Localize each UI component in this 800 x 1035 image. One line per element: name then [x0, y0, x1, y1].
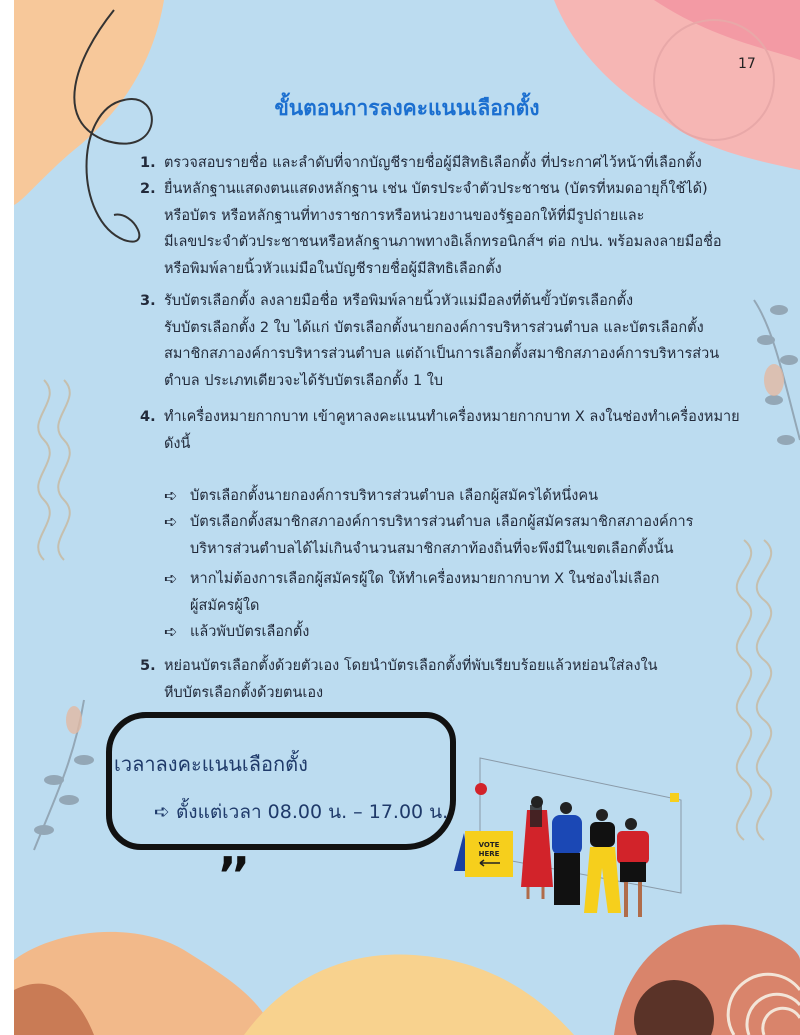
step-line: ตำบล ประเภทเดียวจะได้รับบัตรเลือกตั้ง 1 ใบ: [164, 372, 444, 389]
hollow-arrow-right-icon: ➪: [164, 569, 178, 588]
sub-step-2: [164, 509, 734, 562]
page-number: 17: [738, 56, 756, 72]
step-line: หรือบัตร หรือหลักฐานที่ทางราชการหรือหน่วยงานของรัฐออกให้ที่มีรูปถ่ายและ: [164, 207, 645, 224]
hollow-arrow-right-icon: ➪: [164, 622, 178, 641]
step-2: [140, 176, 730, 282]
sign-text-vote: VOTE: [478, 841, 500, 849]
page-title: ขั้นตอนการลงคะแนนเลือกตั้ง: [274, 96, 540, 120]
sub-step-4: [164, 619, 734, 646]
people-in-line: [521, 796, 649, 917]
step-line: หรือพิมพ์ลายนิ้วหัวแม่มือในบัญชีรายชื่อผู้มีสิทธิเลือกตั้ง: [164, 260, 502, 277]
sub-step-line: บัตรเลือกตั้งนายกองค์การบริหารส่วนตำบล เลือกผู้สมัครได้หนึ่งคน: [190, 488, 598, 504]
step-3: [140, 288, 730, 394]
step-line: ยื่นหลักฐานแสดงตนแสดงหลักฐาน เช่น บัตรประจำตัวประชาชน (บัตรที่หมดอายุก็ใช้ได้): [164, 181, 708, 197]
step-number: 4.: [140, 409, 156, 425]
hollow-arrow-right-icon: ➪: [164, 512, 178, 531]
step-line: ดังนี้: [164, 435, 191, 452]
sign-text-here: HERE: [478, 850, 500, 858]
voting-time-title: เวลาลงคะแนนเลือกตั้ง: [114, 752, 308, 776]
step-line: รับบัตรเลือกตั้ง ลงลายมือชื่อ หรือพิมพ์ลายนิ้วหัวแม่มือลงที่ต้นขั้วบัตรเลือกตั้ง: [164, 293, 634, 309]
step-line: มีเลขประจำตัวประชาชนหรือหลักฐานภาพทางอิเล็กทรอนิกส์ฯ ต่อ กปน. พร้อมลงลายมือชื่อ: [164, 234, 722, 250]
speech-bubble: [106, 712, 456, 850]
voting-time-text: ตั้งแต่เวลา 08.00 น. – 17.00 น.: [175, 801, 449, 823]
voting-illustration: [440, 745, 710, 925]
step-1: [140, 150, 730, 177]
step-line: สมาชิกสภาองค์การบริหารส่วนตำบล แต่ถ้าเป็นการเลือกตั้งสมาชิกสภาองค์การบริหารส่วน: [164, 346, 720, 362]
sub-step-line: หากไม่ต้องการเลือกผู้สมัครผู้ใด ให้ทำเครื่องหมายกากบาท X ในช่องไม่เลือก: [190, 571, 660, 587]
sub-step-line: บัตรเลือกตั้งสมาชิกสภาองค์การบริหารส่วนตำบล เลือกผู้สมัครสมาชิกสภาองค์การ: [190, 514, 694, 530]
hollow-arrow-right-icon: ➪: [164, 486, 178, 505]
step-line: หย่อนบัตรเลือกตั้งด้วยตัวเอง โดยนำบัตรเลือกตั้งที่พับเรียบร้อยแล้วหย่อนใส่ลงใน: [164, 658, 658, 674]
step-line: รับบัตรเลือกตั้ง 2 ใบ ได้แก่ บัตรเลือกตั้งนายกองค์การบริหารส่วนตำบล และบัตรเลือกตั้ง: [164, 319, 704, 336]
step-number: 2.: [140, 181, 156, 197]
sub-step-line: ผู้สมัครผู้ใด: [190, 597, 260, 614]
step-number: 3.: [140, 293, 156, 309]
document-page: [14, 0, 800, 1035]
step-number: 5.: [140, 658, 156, 674]
step-4: [140, 404, 740, 457]
sub-step-3: [164, 566, 734, 619]
step-line: หีบบัตรเลือกตั้งด้วยตนเอง: [164, 684, 324, 701]
step-line: ทำเครื่องหมายกากบาท เข้าคูหาลงคะแนนทำเครื่องหมายกากบาท X ลงในช่องทำเครื่องหมาย: [164, 409, 740, 425]
voting-time-range: [154, 797, 448, 827]
sub-step-1: [164, 483, 734, 510]
step-line: ตรวจสอบรายชื่อ และลำดับที่จากบัญชีรายชื่อผู้มีสิทธิเลือกตั้ง ที่ประกาศไว้หน้าที่เลือกตั้ง: [164, 155, 702, 171]
quote-mark: ,,: [219, 822, 246, 876]
hollow-arrow-right-icon: ➪: [154, 801, 176, 823]
step-5: [140, 653, 730, 706]
step-number: 1.: [140, 155, 156, 171]
sub-step-line: แล้วพับบัตรเลือกตั้ง: [190, 624, 310, 640]
sub-step-line: บริหารส่วนตำบลได้ไม่เกินจำนวนสมาชิกสภาท้องถิ่นที่จะพึงมีในเขตเลือกตั้งนั้น: [190, 540, 674, 557]
